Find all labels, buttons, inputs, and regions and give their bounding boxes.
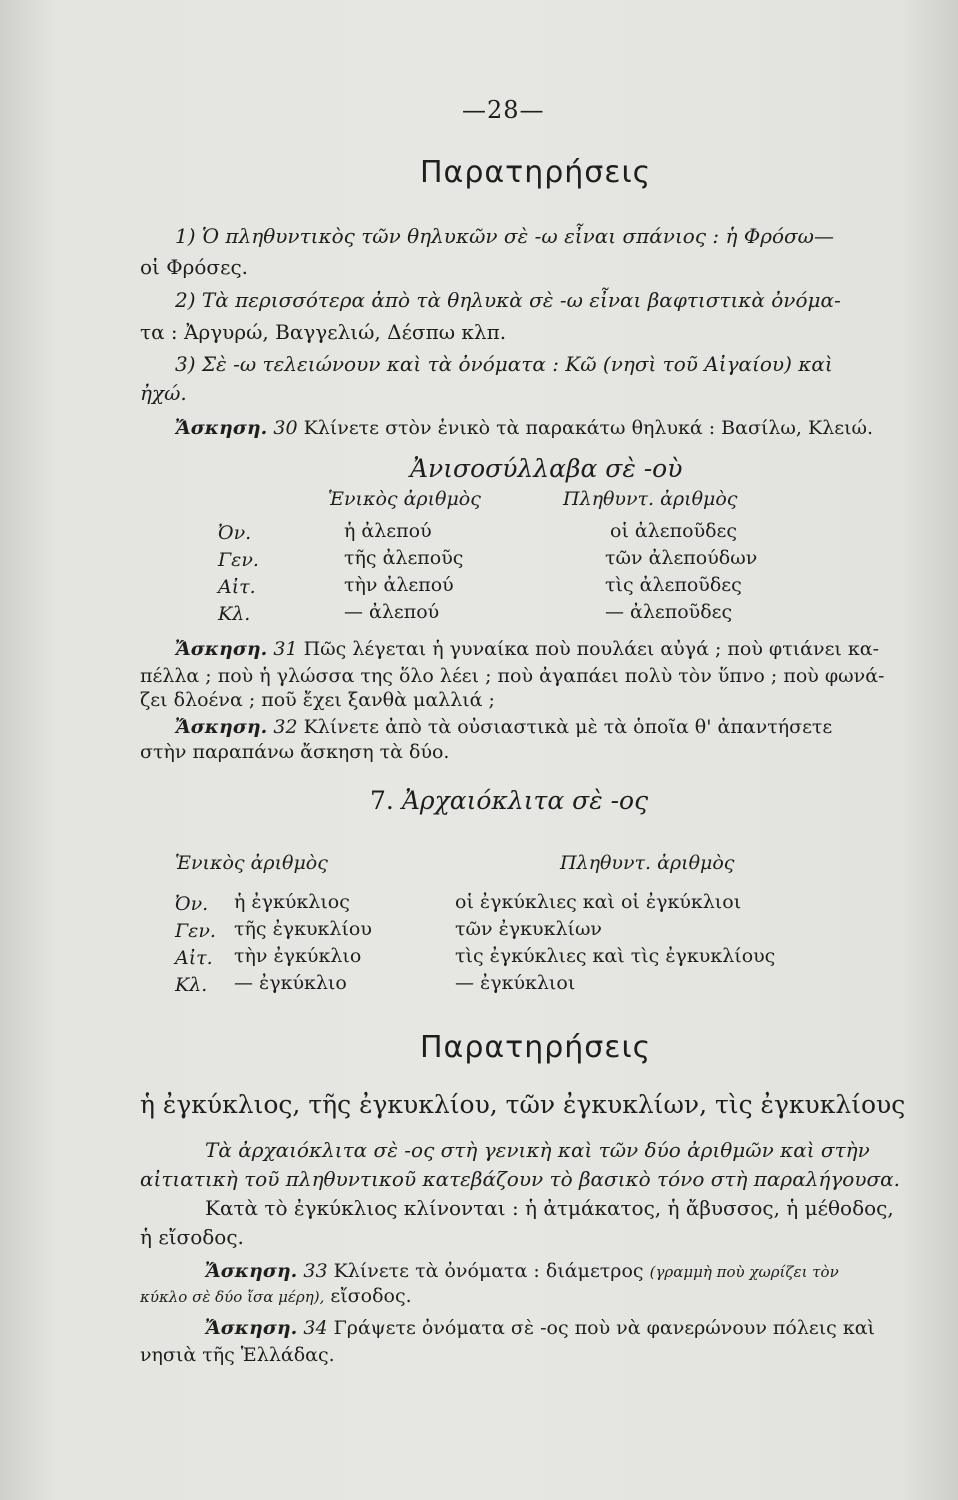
plural-form: οἱ ἐγκύκλιες καὶ οἱ ἐγκύκλιοι	[455, 891, 742, 913]
obs2-line4: ἡ εἴσοδος.	[140, 1225, 244, 1249]
exercise-32-line2: στὴν παραπάνω ἄσκηση τὰ δύο.	[140, 741, 450, 763]
singular-form: τῆς ἐγκυκλίου	[234, 918, 372, 940]
heading-observations-1: Παρατηρήσεις	[420, 155, 652, 190]
exercise-33-line2: κύκλο σὲ δύο ἴσα μέρη), εἴσοδος.	[140, 1285, 412, 1307]
col-singular-header: Ἑνικὸς ἀριθμὸς	[328, 488, 481, 510]
case-label: Γεν.	[218, 549, 259, 571]
exercise-34-line1: Ἄσκηση. 34 Γράψετε ὀνόματα σὲ -ος ποὺ νὰ φανερώνουν πόλεις καὶ	[205, 1317, 876, 1339]
plural-form: τὶς ἀλεποῦδες	[605, 574, 742, 596]
obs1-line4: τα : Ἀργυρώ, Βαγγελιώ, Δέσπω κλπ.	[140, 320, 507, 344]
singular-form: ἡ ἀλεπού	[344, 520, 432, 542]
obs2-line3: Κατὰ τὸ ἐγκύκλιος κλίνονται : ἡ ἀτμάκατος, ἡ ἄβυσσος, ἡ μέθοδος,	[205, 1196, 894, 1220]
heading-observations-2: Παρατηρήσεις	[420, 1030, 652, 1065]
singular-form: — ἀλεπού	[344, 601, 440, 623]
subheading-anisosyllaba: Ἀνισοσύλλαβα σὲ -οὺ	[410, 454, 683, 483]
page-number: —28—	[462, 96, 545, 124]
case-label: Κλ.	[218, 603, 251, 625]
exercise-31-line1: Ἄσκηση. 31 Πῶς λέγεται ἡ γυναίκα ποὺ πουλάει αὐγά ; ποὺ φτιάνει κα-	[175, 638, 880, 660]
plural-form: οἱ ἀλεποῦδες	[610, 520, 738, 542]
plural-form: τῶν ἐγκυκλίων	[455, 918, 602, 940]
exercise-31-line2: πέλλα ; ποὺ ἡ γλώσσα της ὅλο λέει ; ποὺ ἀγαπάει πολὺ τὸν ὕπνο ; ποὺ φωνά-	[140, 665, 885, 687]
exercise-30: Ἄσκηση. 30 Κλίνετε στὸν ἑνικὸ τὰ παρακάτω θηλυκά : Βασίλω, Κλειώ.	[175, 417, 874, 439]
plural-form: τῶν ἀλεπούδων	[605, 547, 758, 569]
obs1-line1: 1) Ὁ πληθυντικὸς τῶν θηλυκῶν σὲ -ω εἶναι σπάνιος : ἡ Φρόσω—	[175, 224, 834, 248]
plural-form: — ἀλεποῦδες	[605, 601, 733, 623]
case-label: Αἰτ.	[175, 947, 213, 969]
case-label: Αἰτ.	[218, 576, 256, 598]
col-plural-header: Πληθυντ. ἀριθμὸς	[563, 488, 738, 510]
obs1-line6: ἠχώ.	[140, 381, 187, 405]
obs1-line5: 3) Σὲ -ω τελειώνουν καὶ τὰ ὀνόματα : Κῶ (νησὶ τοῦ Αἰγαίου) καὶ	[175, 352, 833, 376]
plural-form: — ἐγκύκλιοι	[455, 972, 576, 994]
case-label: Ὀν.	[218, 522, 252, 544]
singular-form: ἡ ἐγκύκλιος	[234, 891, 350, 913]
section-7-heading: 7. Ἀρχαιόκλιτα σὲ -ος	[370, 786, 649, 815]
case-label: Γεν.	[175, 920, 216, 942]
exercise-32-line1: Ἄσκηση. 32 Κλίνετε ἀπὸ τὰ οὐσιαστικὰ μὲ τὰ ὁποῖα θ' ἀπαντήσετε	[175, 716, 833, 738]
singular-form: — ἐγκύκλιο	[234, 972, 347, 994]
exercise-31-line3: ζει δλοένα ; ποῦ ἔχει ξανθὰ μαλλιά ;	[140, 689, 495, 711]
stress-example: ἡ ἐγκύκλιος, τῆς ἐγκυκλίου, τῶν ἐγκυκλίων, τὶς ἐγκυκλίους	[140, 1090, 906, 1119]
singular-form: τὴν ἐγκύκλιο	[234, 945, 362, 967]
case-label: Ὀν.	[175, 893, 209, 915]
obs2-line2: αἰτιατικὴ τοῦ πληθυντικοῦ κατεβάζουν τὸ βασικὸ τόνο στὴ παραλήγουσα.	[140, 1167, 901, 1191]
exercise-33-line1: Ἄσκηση. 33 Κλίνετε τὰ ὀνόματα : διάμετρος (γραμμὴ ποὺ χωρίζει τὸν	[205, 1260, 839, 1282]
singular-form: τῆς ἀλεποῦς	[344, 547, 464, 569]
col-plural-header: Πληθυντ. ἀριθμὸς	[560, 852, 735, 874]
case-label: Κλ.	[175, 974, 208, 996]
obs2-line1: Τὰ ἀρχαιόκλιτα σὲ -ος στὴ γενικὴ καὶ τῶν δύο ἀριθμῶν καὶ στὴν	[205, 1138, 870, 1162]
obs1-line3: 2) Τὰ περισσότερα ἀπὸ τὰ θηλυκὰ σὲ -ω εἶναι βαφτιστικὰ ὀνόμα-	[175, 288, 841, 312]
exercise-34-line2: νησιὰ τῆς Ἑλλάδας.	[140, 1344, 335, 1366]
obs1-line2: οἱ Φρόσες.	[140, 255, 249, 279]
plural-form: τὶς ἐγκύκλιες καὶ τὶς ἐγκυκλίους	[455, 945, 776, 967]
singular-form: τὴν ἀλεπού	[344, 574, 454, 596]
col-singular-header: Ἑνικὸς ἀριθμὸς	[175, 852, 328, 874]
